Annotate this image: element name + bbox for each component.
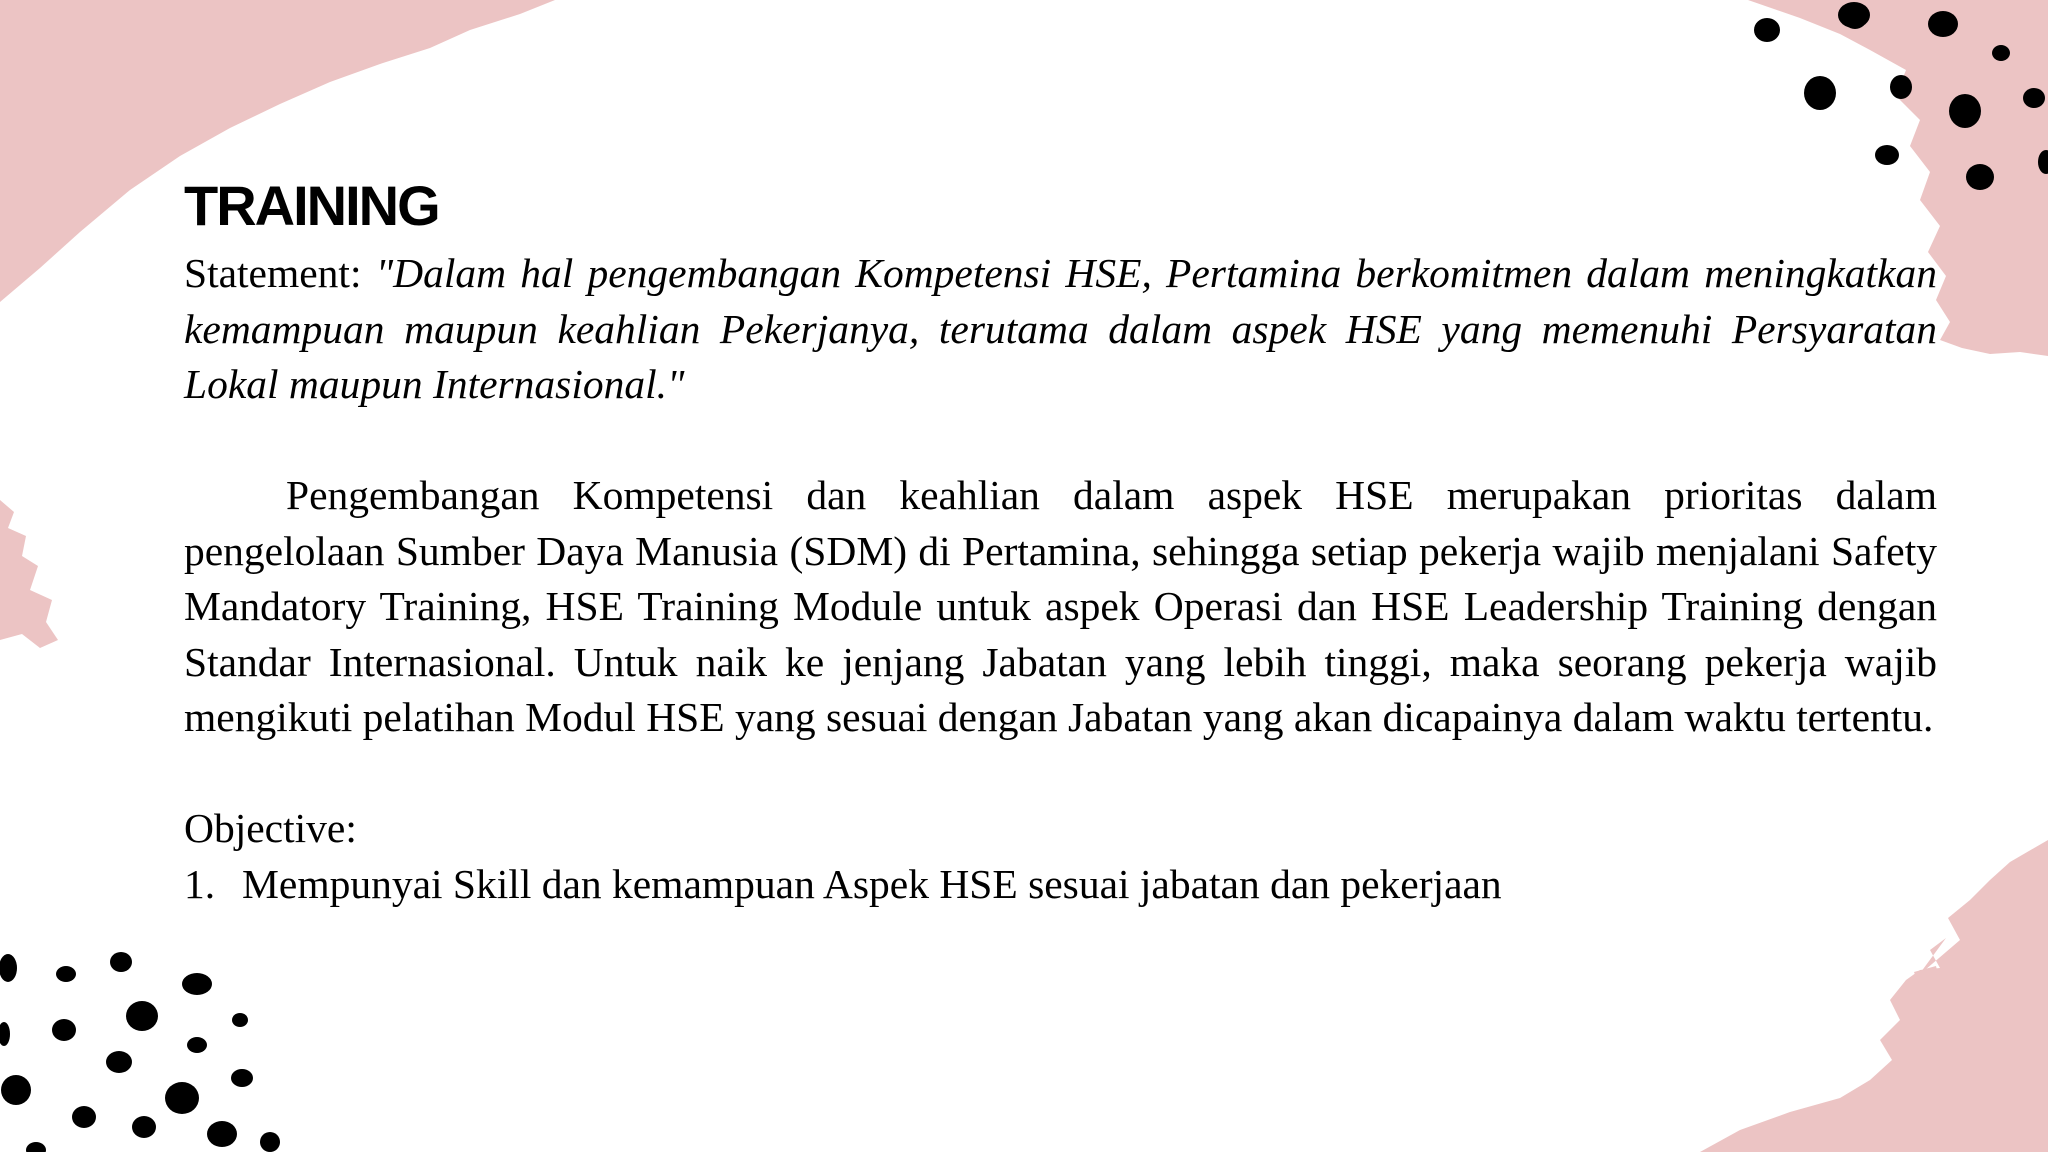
dots-bottom-left [0,952,280,1152]
pink-brush-left-middle [0,500,58,648]
statement-label: Statement: [184,250,362,296]
statement-paragraph [184,246,1937,413]
objective-item-text: Mempunyai Skill dan kemampuan Aspek HSE sesuai jabatan dan pekerjaan [242,860,1502,907]
body-paragraph: Pengembangan Kompetensi dan keahlian dalam aspek HSE merupakan prioritas dalam pengelolaan Sumber Daya Manusia (SDM) di Pertamina, sehingga setiap pekerja wajib menjalani Safety Mandatory Training, HSE Training Module untuk aspek Operasi dan HSE Leadership Training dengan Standar Internasional. Untuk naik ke jenjang Jabatan yang lebih tinggi, maka seorang pekerja wajib mengikuti pelatihan Modul HSE yang sesuai dengan Jabatan yang akan dicapainya dalam waktu tertentu. [184,472,1937,740]
slide-content [184,246,1937,912]
objective-heading: Objective: [184,805,357,851]
objective-item-number: 1. [184,860,216,907]
statement-quote: "Dalam hal pengembangan Kompetensi HSE, Pertamina berkomitmen dalam meningkatkan kemampuan maupun keahlian Pekerjanya, terutama dalam aspek HSE yang memenuhi Persyaratan Lokal maupun Internasional." [184,250,1938,407]
objective-item [184,857,1937,913]
slide-title: TRAINING [184,174,439,237]
